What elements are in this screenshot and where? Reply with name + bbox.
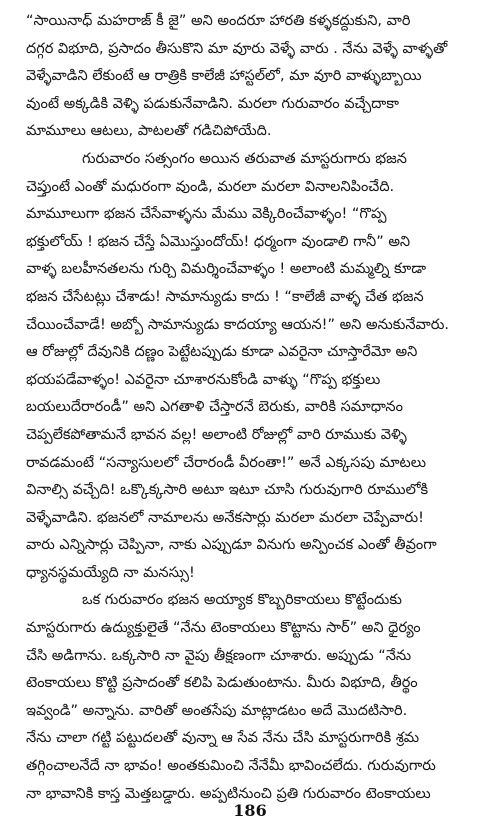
text-line: చేయించేవాడే! అబ్బో సామాన్యుడు కాదయ్యా ఆయన!” అని అనుకునేవారు. (26, 316, 449, 333)
text-line: ధ్యానస్థమయ్యేది నా మనస్సు! (26, 564, 195, 581)
text-line: వినాల్సి వచ్చేది! ఒక్కొక్కసారి అటూ ఇటూ చూసి గురువుగారి రూములోకి (26, 482, 429, 499)
text-line: దగ్గర విభూది, ప్రసాదం తీసుకొని మా వూరు వెళ్ళే వారు . నేను వెళ్ళే వాళ్ళతో (26, 40, 448, 57)
text-line: చెప్తుంటే ఎంతో మధురంగా వుండి, మరలా మరలా వినాలనిపించేది. (26, 178, 395, 195)
text-line: భయపడేవాళ్ళం! ఎవరైనా చూశారనుకోండి వాళ్ళు “గొప్ప భక్తులు (26, 371, 381, 388)
text-line: నా భావానికి కాస్త మెత్తబడ్డారు. అప్పటినుంచి ప్రతి గురువారం టెంకాయలు (26, 785, 431, 802)
text-line: మామూలు ఆటలు, పాటలతో గడిచిపోయేది. (26, 123, 272, 140)
page-number: 186 (233, 801, 267, 820)
text-line: చేసి అడిగాను. ఒక్కసారి నా వైపు తీక్షణంగా చూశారు. అప్పుడు “నేను (26, 647, 412, 664)
text-line: భజన చేసేటట్లు చేశాడు! సామాన్యుడు కాదు ! “కాలేజీ వాళ్ళ చేత భజన (26, 288, 424, 305)
body-text (26, 8, 482, 808)
text-line: చెప్పలేకపోతామనే భావన వల్ల! అలాంటి రోజుల్లో వారి రూముకు వెళ్ళి (26, 426, 407, 443)
text-line: రావడమంటే “సన్యాసులలో చేరారండీ వీరంతా!” అనే ఎక్కసపు మాటలు (26, 454, 427, 471)
text-line: ఇవ్వండి” అన్నాను. వారితో అంతసేపు మాట్లాడటం అదే మొదటిసారి. (26, 702, 408, 719)
paragraph-2 (26, 146, 482, 588)
text-line: బయలుదేరారండీ” అని ఎగతాళి చేస్తారనే బెరుకు, వారికి సమాధానం (26, 399, 403, 416)
text-line: వుంటే అక్కడికి వెళ్ళి పడుకునేవాడిని. మరలా గురువారం వచ్చేదాకా (26, 95, 399, 112)
text-line: మాస్టరుగారు ఉద్యుక్తులైతే “నేను టెంకాయలు కొట్టాను సార్” అని ధైర్యం (26, 620, 421, 637)
paragraph-3 (26, 587, 482, 808)
text-line: “సాయినాధ్ మహరాజ్ కీ జై” అని అందరూ హారతి కళ్ళకద్దుకుని, వారి (26, 13, 411, 29)
text-line: గురువారం సత్సంగం అయిన తరువాత మాస్టరుగారు భజన (82, 150, 407, 167)
text-line: టెంకాయలు కొట్టి ప్రసాదంతో కలిపి పెడుతుంటాను. మీరు విభూది, తీర్థం (26, 675, 418, 692)
text-line: భక్తులోయ్ ! భజన చేస్తే ఏమొస్తుందోయ్! ధర్మంగా వుండాలి గానీ” అని (26, 233, 411, 250)
text-line: వెళ్ళేవాడిని లేకుంటే ఆ రాత్రికి కాలేజీ హాస్టల్‌లో, మా వూరి వాళ్ళుబ్బాయి (26, 68, 422, 85)
text-line: నేను చాలా గట్టి పట్టుదలతో వున్నా ఆ సేవ నేను చేసి మాస్టరుగారికి శ్రమ (26, 730, 420, 747)
paragraph-1 (26, 8, 482, 146)
text-line: వాళ్ళ బలహీనతలను గుర్చి విమర్శించేవాళ్ళం ! అలాంటి మమ్మల్ని కూడా (26, 261, 427, 278)
text-line: ఆ రోజుల్లో దేవునికి దణ్ణం పెట్టేటప్పుడు కూడా ఎవరైనా చూస్తారేమో అని (26, 344, 418, 361)
text-line: వారు ఎన్నిసార్లు చెప్పినా, నాకు ఎప్పుడూ వినుగు అన్పించక ఎంతో తీవ్రంగా (26, 537, 437, 554)
text-line: వెళ్ళేవాడిని. భజనలో నామాలను అనేకసార్లు మరలా మరలా చెప్పేవారు! (26, 509, 424, 526)
text-line: తగ్గించాలనేదే నా భావం! అంతకుమించి నేనేమీ భావించలేదు. గురువుగారు (26, 758, 436, 775)
text-line: మామూలుగా భజన చేసేవాళ్ళను మేము వెక్కిరించేవాళ్ళం! “గొప్ప (26, 206, 387, 223)
text-line: ఒక గురువారం భజన అయ్యాక కొబ్బరికాయలు కొట్టేందుకు (82, 592, 402, 609)
